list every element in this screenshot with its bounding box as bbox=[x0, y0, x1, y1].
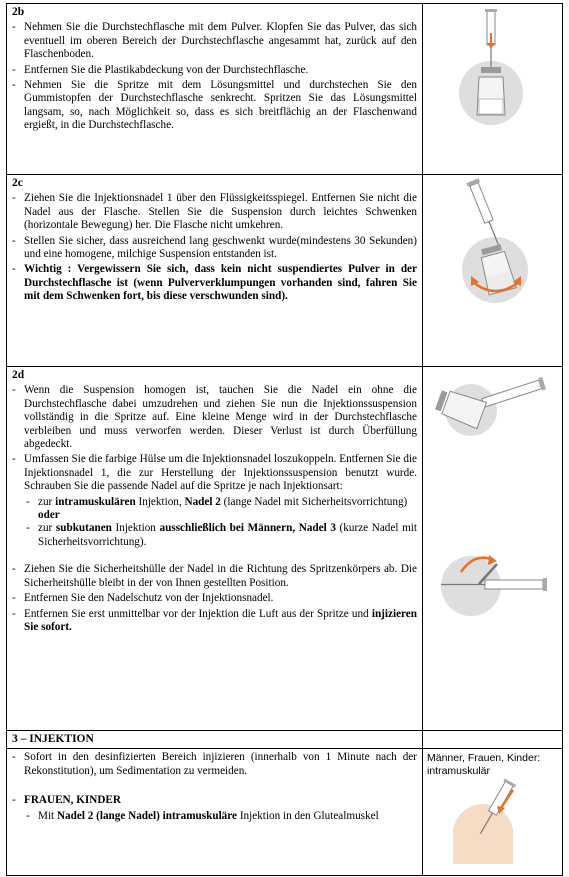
syringe-barrel bbox=[485, 580, 543, 589]
step-2c-row bbox=[7, 175, 563, 367]
step-2b-text bbox=[7, 4, 423, 175]
step-header: 2c bbox=[12, 177, 23, 189]
list-item: - Ziehen Sie die Injektionsnadel 1 über den Flüssigkeitsspiegel. Entfernen Sie nicht die Nadel aus der Flasche. Stellen Sie die Suspension durch leichtes Schwenken (horizontale Bewegung) her. Die Flasche nicht umkehren. bbox=[12, 192, 417, 232]
step-3-header-row bbox=[7, 731, 563, 749]
syringe-barrel bbox=[470, 183, 493, 223]
list-item: - Stellen Sie sicher, dass ausreichend lang geschwenkt wurde(mindestens 30 Sekunden) und eine homogene, milchige Suspension entstanden ist. bbox=[12, 234, 417, 261]
injection-note: Männer, Frauen, Kinder: intramuskulär bbox=[427, 752, 541, 778]
sub-item-subcutaneous: - zur subkutanen Injektion ausschließlich bei Männern, Nadel 3 (kurze Nadel mit Sicherheitsvorrichtung). bbox=[26, 522, 417, 548]
arrow-head-icon bbox=[487, 43, 495, 49]
list-item: - Entfernen Sie erst unmittelbar vor der Injektion die Luft aus der Spritze und injizieren Sie sofort. bbox=[12, 607, 417, 633]
step-2d-text bbox=[7, 367, 423, 731]
syringe-plunger bbox=[485, 9, 497, 12]
vial-cap bbox=[481, 67, 501, 73]
step-2d-row bbox=[7, 367, 563, 731]
step-2c-illustration-cell bbox=[423, 175, 563, 367]
step-3-text bbox=[7, 749, 423, 876]
list-item: - Sofort in den desinfizierten Bereich injizieren (innerhalb von 1 Minute nach der Rekonstitution), um Sedimentation zu vermeiden. bbox=[12, 751, 417, 777]
syringe-plunger bbox=[543, 578, 547, 591]
step-2c-text bbox=[7, 175, 423, 367]
step-2b-row bbox=[7, 4, 563, 175]
instruction-table bbox=[6, 3, 563, 876]
list-item: - FRAUEN, KINDER bbox=[12, 794, 121, 807]
intramuscular-injection-illustration bbox=[427, 778, 557, 864]
step-header: 2d bbox=[12, 369, 25, 381]
sub-item-intramuscular: - zur intramuskulären Injektion, Nadel 2 (lange Nadel mit Sicherheitsvorrichtung) bbox=[26, 495, 408, 508]
list-item-warning: - Wichtig : Vergewissern Sie sich, dass kein nicht suspendiertes Pulver in der Durchstechflasche ist (wenn Pulververklumpungen vorhanden sind, fahren Sie mit dem Schwenken fort, bis diese verschwunden sind). bbox=[12, 263, 417, 303]
swirl-vial-illustration bbox=[427, 178, 557, 328]
step-2b-illustration-cell bbox=[423, 4, 563, 175]
sub-item-gluteal: - Mit Nadel 2 (lange Nadel) intramuskuläre Injektion in den Glutealmuskel bbox=[26, 809, 379, 822]
list-item: - Wenn die Suspension homogen ist, tauchen Sie die Nadel ein ohne die Durchstechflasche dabei umzudrehen und ziehen Sie nun die Injektionssuspension vollständig in die Spritze auf. Eine kleine Menge wird in der Durchstechflasche verbleiben und muss verworfen werden. Dieser Verlust ist durch Überfüllung abgedeckt. bbox=[12, 384, 417, 451]
list-item: - Ziehen Sie die Sicherheitshülle der Nadel in die Richtung des Spritzenkörpers ab. Die Sicherheitshülle bleibt in der von Ihnen gestellten Position. bbox=[12, 563, 417, 589]
safety-sheath-illustration bbox=[427, 550, 557, 620]
step-3-row bbox=[7, 749, 563, 876]
list-item: - Entfernen Sie den Nadelschutz von der Injektionsnadel. bbox=[12, 592, 274, 605]
draw-suspension-illustration bbox=[427, 370, 557, 440]
syringe-into-vial-illustration bbox=[427, 7, 557, 127]
empty-cell bbox=[423, 731, 563, 749]
step-3-header-cell bbox=[7, 731, 423, 749]
list-item: - Nehmen Sie die Spritze mit dem Lösungsmittel und durchstechen Sie den Gummistopfen der Durchstechflasche senkrecht. Spritzen Sie das Lösungsmittel langsam, so, nach Möglichkeit so, dass es sich breitflächig an der Flaschenwand ergießt, in die Durchstechflasche. bbox=[12, 79, 417, 132]
step-2d-illustration-cell bbox=[423, 367, 563, 731]
step-header: 3 – INJEKTION bbox=[12, 733, 94, 745]
list-item: - Nehmen Sie die Durchstechflasche mit dem Pulver. Klopfen Sie das Pulver, das sich eventuell im oberen Bereich der Durchstechflasche angesammt hat, zurück auf den Flaschenboden. bbox=[12, 21, 417, 61]
vial-powder bbox=[479, 99, 503, 114]
step-header: 2b bbox=[12, 6, 25, 18]
list-item: - Entfernen Sie die Plastikabdeckung von der Durchstechflasche. bbox=[12, 63, 309, 76]
step-3-illustration-cell bbox=[423, 749, 563, 876]
oder-label: oder bbox=[38, 509, 60, 522]
arrow-head-icon bbox=[488, 555, 497, 565]
list-item: - Umfassen Sie die farbige Hülse um die Injektionsnadel loszukoppeln. Entfernen Sie die Injektionsnadel 1, die zur Herstellung der Injektionssuspension benutzt wurde. Schrauben Sie die passende Nadel auf die Spritze je nach Injektionsart: bbox=[12, 453, 417, 493]
